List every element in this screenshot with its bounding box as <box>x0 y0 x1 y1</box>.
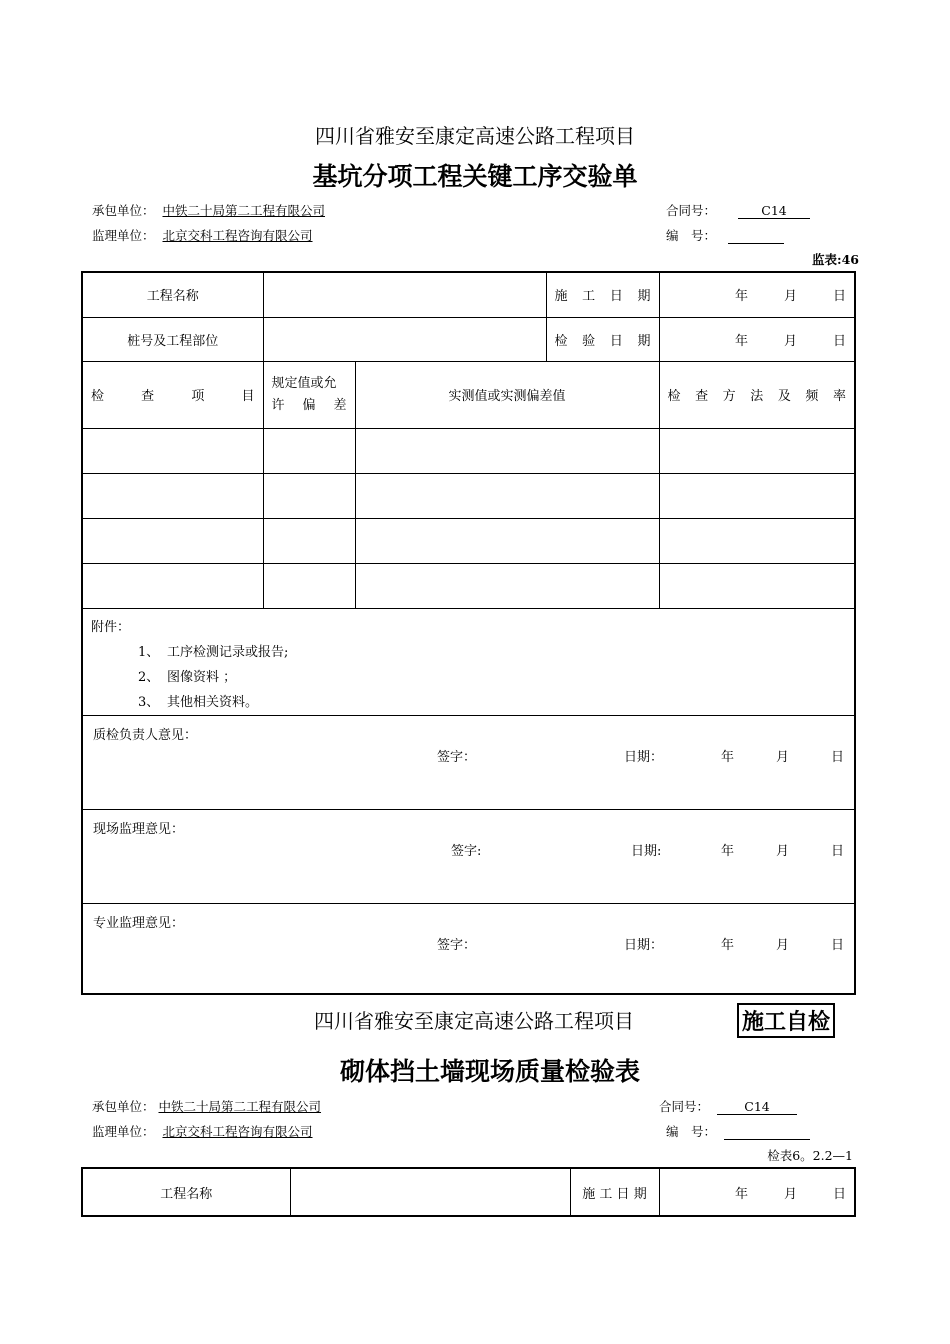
pro-date-units: 年 月 日 <box>720 937 844 953</box>
project-name-row <box>82 1168 855 1216</box>
pro-date-label: 日期： <box>624 937 664 953</box>
method-cell[interactable] <box>659 563 855 608</box>
supervisor-label: 监理单位： <box>92 1124 155 1139</box>
supervisor-label: 监理单位： <box>92 228 155 243</box>
qc-opinion-cell[interactable] <box>82 715 855 809</box>
check-item-header: 检 查 项 目 <box>82 361 263 428</box>
form2-subtitle: 四川省雅安至康定高速公路工程项目 <box>314 1009 634 1033</box>
attachments-cell <box>82 608 855 715</box>
site-opinion-label: 现场监理意见： <box>93 821 185 837</box>
site-date-label: 日期: <box>631 843 662 859</box>
form2-badge: 施工自检 <box>737 1003 835 1038</box>
supervisor-value: 北京交科工程咨询有限公司 <box>162 1124 313 1139</box>
attachment-item: 1、 工序检测记录或报告; <box>138 644 289 660</box>
serial-value <box>724 1124 810 1140</box>
form2-title: 砌体挡土墙现场质量检验表 <box>339 1057 640 1086</box>
form1-contractor-row <box>92 201 329 219</box>
contract-no-value: C14 <box>717 1099 797 1115</box>
method-cell[interactable] <box>659 518 855 563</box>
serial-label: 编 号： <box>666 1124 717 1139</box>
measured-header: 实测值或实测偏差值 <box>355 361 659 428</box>
tolerance-cell[interactable] <box>263 563 355 608</box>
tolerance-cell[interactable] <box>263 518 355 563</box>
pro-sign-label: 签字： <box>437 937 477 953</box>
contract-no-label: 合同号： <box>659 1099 710 1114</box>
pile-row <box>82 317 855 361</box>
inspection-date-label: 检 验 日 期 <box>546 317 659 361</box>
opinion-row <box>82 903 855 994</box>
contractor-value: 中铁二十局第二工程有限公司 <box>162 203 326 218</box>
contractor-label: 承包单位： <box>92 203 155 218</box>
site-opinion-cell[interactable] <box>82 809 855 903</box>
data-row <box>82 473 855 518</box>
construction-date-label: 施 工 日 期 <box>546 272 659 317</box>
qc-sign-label: 签字： <box>437 749 477 765</box>
data-row <box>82 563 855 608</box>
form2-contract-no <box>659 1097 797 1115</box>
form1-subtitle: 四川省雅安至康定高速公路工程项目 <box>315 124 635 148</box>
form2-supervisor-row <box>92 1122 317 1140</box>
form1-code: 监表:46 <box>811 252 859 267</box>
pile-label: 桩号及工程部位 <box>82 317 263 361</box>
supervisor-value: 北京交科工程咨询有限公司 <box>162 228 313 243</box>
form2-code: 检表6。2.2—1 <box>767 1148 853 1163</box>
site-sign-label: 签字: <box>451 843 482 859</box>
tolerance-header: 规定值或允 许 偏 差 <box>263 361 355 428</box>
contract-no-value: C14 <box>738 203 810 219</box>
pro-opinion-cell[interactable] <box>82 903 855 994</box>
project-name-value[interactable] <box>263 272 546 317</box>
data-row <box>82 518 855 563</box>
construction-date-value[interactable]: 年 月 日 <box>659 272 855 317</box>
tolerance-cell[interactable] <box>263 428 355 473</box>
qc-date-label: 日期： <box>624 749 664 765</box>
form1-serial <box>666 226 784 244</box>
opinion-row <box>82 809 855 903</box>
project-name-row <box>82 272 855 317</box>
qc-date-units: 年 月 日 <box>720 749 844 765</box>
contractor-value: 中铁二十局第二工程有限公司 <box>158 1099 322 1114</box>
check-item-cell[interactable] <box>82 428 263 473</box>
construction-date-value[interactable]: 年 月 日 <box>659 1168 855 1216</box>
attachments-row <box>82 608 855 715</box>
measured-cell[interactable] <box>355 563 659 608</box>
method-header: 检 查 方 法 及 频 率 <box>659 361 855 428</box>
pro-opinion-label: 专业监理意见： <box>93 915 185 931</box>
method-cell[interactable] <box>659 428 855 473</box>
column-header-row <box>82 361 855 428</box>
measured-cell[interactable] <box>355 473 659 518</box>
project-name-label: 工程名称 <box>82 272 263 317</box>
method-cell[interactable] <box>659 473 855 518</box>
serial-label: 编 号： <box>666 228 717 243</box>
form1-contract-no <box>666 201 810 219</box>
project-name-value[interactable] <box>290 1168 570 1216</box>
form1-table <box>81 271 856 995</box>
tolerance-cell[interactable] <box>263 473 355 518</box>
attachment-item: 3、 其他相关资料。 <box>138 694 259 710</box>
serial-value <box>728 228 784 244</box>
attachment-item: 2、 图像资料 ； <box>138 669 237 685</box>
measured-cell[interactable] <box>355 518 659 563</box>
form1-title: 基坑分项工程关键工序交验单 <box>312 162 638 191</box>
check-item-cell[interactable] <box>82 518 263 563</box>
data-row <box>82 428 855 473</box>
pile-value[interactable] <box>263 317 546 361</box>
contractor-label: 承包单位： <box>92 1099 155 1114</box>
check-item-cell[interactable] <box>82 473 263 518</box>
contract-no-label: 合同号： <box>666 203 717 218</box>
qc-opinion-label: 质检负责人意见： <box>93 727 198 743</box>
attachments-label: 附件： <box>91 619 131 635</box>
form1-supervisor-row <box>92 226 317 244</box>
construction-date-label: 施 工 日 期 <box>570 1168 659 1216</box>
opinion-row <box>82 715 855 809</box>
inspection-date-value[interactable]: 年 月 日 <box>659 317 855 361</box>
form2-table <box>81 1167 856 1217</box>
check-item-cell[interactable] <box>82 563 263 608</box>
site-date-units: 年 月 日 <box>720 843 844 859</box>
project-name-label: 工程名称 <box>82 1168 290 1216</box>
form2-serial <box>666 1122 810 1140</box>
form2-contractor-row <box>92 1097 327 1115</box>
measured-cell[interactable] <box>355 428 659 473</box>
